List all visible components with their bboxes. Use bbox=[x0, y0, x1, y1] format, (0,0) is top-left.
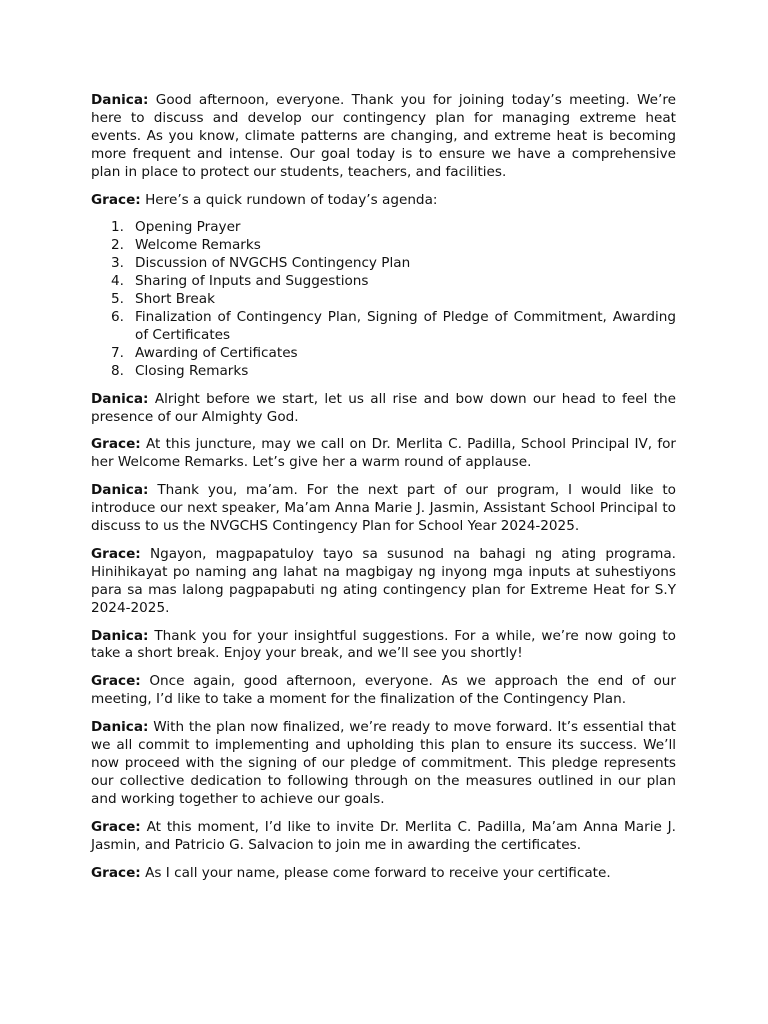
agenda-text: Opening Prayer bbox=[135, 219, 241, 236]
agenda-item bbox=[91, 345, 676, 363]
speaker-name: Danica: bbox=[91, 92, 149, 108]
dialogue-text: As I call your name, please come forward to receive your certificate. bbox=[145, 864, 611, 881]
dialogue-text: Good afternoon, everyone. Thank you for joining today’s meeting. We’re here to discuss and develop our contingency plan for managing extreme heat events. As you know, climate patterns are changing, and extreme heat is becoming more frequent and intense. Our goal today is to ensure we have a comprehensive plan in place to protect our students, teachers, and facilities. bbox=[91, 92, 677, 180]
agenda-text: Awarding of Certificates bbox=[135, 344, 298, 361]
agenda-text: Discussion of NVGCHS Contingency Plan bbox=[135, 255, 411, 272]
agenda-number: 4. bbox=[111, 273, 124, 290]
agenda-number: 1. bbox=[111, 219, 124, 236]
agenda-number: 6. bbox=[111, 308, 124, 325]
agenda-text: Closing Remarks bbox=[135, 362, 249, 379]
dialogue-text: At this moment, I’d like to invite Dr. Merlita C. Padilla, Ma’am Anna Marie J. Jasmin, and Patricio G. Salvacion to join me in awarding the certificates. bbox=[91, 818, 676, 853]
speaker-name: Grace: bbox=[91, 673, 141, 690]
dialogue-paragraph bbox=[91, 719, 676, 809]
speaker-name: Grace: bbox=[91, 545, 141, 562]
agenda-item bbox=[91, 255, 676, 273]
dialogue-text: Thank you for your insightful suggestions. For a while, we’re now going to take a short break. Enjoy your break, and we’ll see you shortly! bbox=[91, 627, 676, 662]
agenda-text: Sharing of Inputs and Suggestions bbox=[135, 273, 369, 290]
agenda-item bbox=[91, 291, 676, 309]
dialogue-paragraph bbox=[91, 436, 676, 472]
agenda-text: Welcome Remarks bbox=[135, 237, 261, 254]
speaker-name: Danica: bbox=[91, 719, 149, 736]
agenda-text: Short Break bbox=[135, 291, 215, 308]
dialogue-text: Alright before we start, let us all rise and bow down our head to feel the presence of our Almighty God. bbox=[91, 390, 676, 425]
dialogue-text: With the plan now finalized, we’re ready to move forward. It’s essential that we all commit to implementing and upholding this plan to ensure its success. We’ll now proceed with the signing of our pledge of commitment. This pledge represents our collective dedication to following through on the measures outlined in our plan and working together to achieve our goals. bbox=[91, 719, 676, 807]
speaker-name: Danica: bbox=[91, 482, 149, 499]
speaker-name: Grace: bbox=[91, 436, 141, 453]
agenda-number: 7. bbox=[111, 344, 124, 361]
agenda-item bbox=[91, 237, 676, 255]
dialogue-text: Here’s a quick rundown of today’s agenda: bbox=[145, 191, 438, 208]
speaker-name: Grace: bbox=[91, 191, 141, 208]
agenda-number: 3. bbox=[111, 255, 124, 272]
speaker-name: Grace: bbox=[91, 864, 141, 881]
dialogue-paragraph bbox=[91, 391, 676, 427]
dialogue-paragraph bbox=[91, 628, 676, 664]
agenda-text: Finalization of Contingency Plan, Signing of Pledge of Commitment, Awarding of Certificates bbox=[135, 308, 676, 343]
agenda-item bbox=[91, 219, 676, 237]
agenda-item bbox=[91, 309, 676, 345]
dialogue-text: Once again, good afternoon, everyone. As we approach the end of our meeting, I’d like to take a moment for the finalization of the Contingency Plan. bbox=[91, 673, 676, 708]
dialogue-paragraph bbox=[91, 192, 676, 210]
dialogue-paragraph bbox=[91, 865, 676, 883]
dialogue-paragraph bbox=[91, 482, 676, 536]
dialogue-paragraph bbox=[91, 92, 676, 182]
speaker-name: Grace: bbox=[91, 818, 141, 835]
dialogue-text: Thank you, ma’am. For the next part of our program, I would like to introduce our next speaker, Ma’am Anna Marie J. Jasmin, Assistant School Principal to discuss to us the NVGCHS Contingency Plan for School Year 2024-2025. bbox=[91, 482, 676, 535]
agenda-number: 2. bbox=[111, 237, 124, 254]
dialogue-text: Ngayon, magpapatuloy tayo sa susunod na bahagi ng ating programa. Hinihikayat po naming ang lahat na magbigay ng inyong mga inputs at suhestiyons para sa mas lalong pagpapabuti ng ating contingency plan for Extreme Heat for S.Y 2024-2025. bbox=[91, 545, 676, 616]
document-page bbox=[91, 92, 676, 892]
dialogue-paragraph bbox=[91, 673, 676, 709]
dialogue-paragraph bbox=[91, 546, 676, 618]
agenda-number: 5. bbox=[111, 291, 124, 308]
agenda-number: 8. bbox=[111, 362, 124, 379]
agenda-item bbox=[91, 273, 676, 291]
dialogue-paragraph bbox=[91, 819, 676, 855]
dialogue-text: At this juncture, may we call on Dr. Merlita C. Padilla, School Principal IV, for her Welcome Remarks. Let’s give her a warm round of applause. bbox=[91, 436, 677, 471]
speaker-name: Danica: bbox=[91, 390, 149, 407]
agenda-item bbox=[91, 363, 676, 381]
speaker-name: Danica: bbox=[91, 627, 149, 644]
agenda-list bbox=[91, 219, 676, 380]
